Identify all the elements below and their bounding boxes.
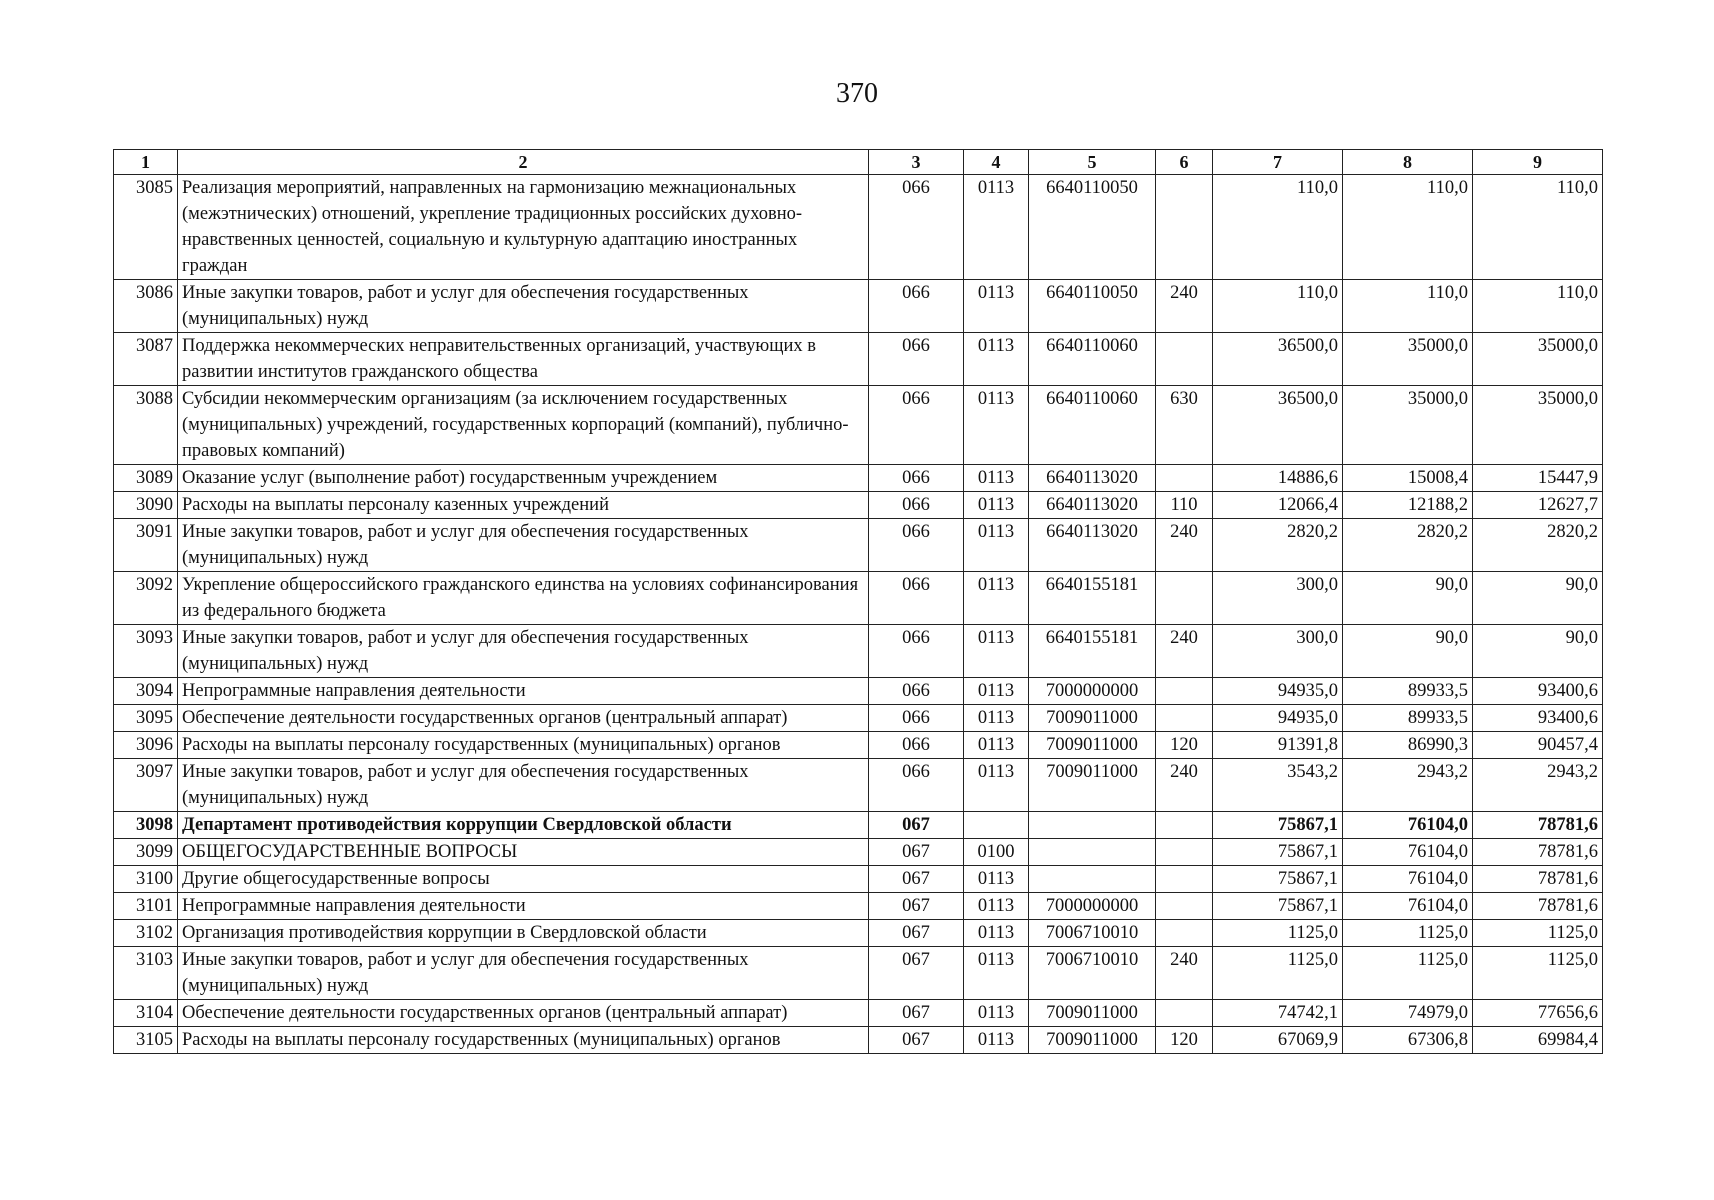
target-code: 7009011000 xyxy=(1029,1000,1156,1027)
expense-name: Укрепление общероссийского гражданского единства на условиях софинансирования из федерального бюджета xyxy=(178,572,869,625)
table-row xyxy=(114,1000,1603,1027)
amount-year-2: 15008,4 xyxy=(1343,465,1473,492)
amount-year-2: 76104,0 xyxy=(1343,812,1473,839)
amount-year-1: 300,0 xyxy=(1213,572,1343,625)
section-code: 0113 xyxy=(964,572,1029,625)
table-row xyxy=(114,386,1603,465)
row-number: 3105 xyxy=(114,1027,178,1054)
row-number: 3087 xyxy=(114,333,178,386)
section-code: 0113 xyxy=(964,947,1029,1000)
table-row xyxy=(114,572,1603,625)
ministry-code: 066 xyxy=(869,625,964,678)
table-row xyxy=(114,839,1603,866)
expense-name: ОБЩЕГОСУДАРСТВЕННЫЕ ВОПРОСЫ xyxy=(178,839,869,866)
ministry-code: 066 xyxy=(869,386,964,465)
table-row xyxy=(114,759,1603,812)
amount-year-3: 90457,4 xyxy=(1473,732,1603,759)
expense-name: Оказание услуг (выполнение работ) государственным учреждением xyxy=(178,465,869,492)
expense-type-code xyxy=(1156,678,1213,705)
target-code: 7006710010 xyxy=(1029,920,1156,947)
ministry-code: 066 xyxy=(869,465,964,492)
amount-year-1: 300,0 xyxy=(1213,625,1343,678)
section-code: 0113 xyxy=(964,175,1029,280)
amount-year-1: 67069,9 xyxy=(1213,1027,1343,1054)
expense-type-code xyxy=(1156,839,1213,866)
section-code: 0113 xyxy=(964,519,1029,572)
row-number: 3100 xyxy=(114,866,178,893)
target-code: 7009011000 xyxy=(1029,759,1156,812)
row-number: 3099 xyxy=(114,839,178,866)
target-code: 7000000000 xyxy=(1029,678,1156,705)
row-number: 3095 xyxy=(114,705,178,732)
row-number: 3085 xyxy=(114,175,178,280)
amount-year-2: 110,0 xyxy=(1343,280,1473,333)
section-code: 0113 xyxy=(964,333,1029,386)
page-number: 370 xyxy=(836,78,878,109)
amount-year-2: 35000,0 xyxy=(1343,386,1473,465)
target-code xyxy=(1029,839,1156,866)
expense-type-code xyxy=(1156,175,1213,280)
target-code: 6640155181 xyxy=(1029,625,1156,678)
amount-year-1: 110,0 xyxy=(1213,280,1343,333)
amount-year-3: 110,0 xyxy=(1473,280,1603,333)
table-row xyxy=(114,1027,1603,1054)
expense-name: Иные закупки товаров, работ и услуг для обеспечения государственных (муниципальных) нужд xyxy=(178,947,869,1000)
expense-name: Расходы на выплаты персоналу государственных (муниципальных) органов xyxy=(178,1027,869,1054)
amount-year-2: 89933,5 xyxy=(1343,705,1473,732)
amount-year-1: 14886,6 xyxy=(1213,465,1343,492)
ministry-code: 066 xyxy=(869,732,964,759)
amount-year-3: 77656,6 xyxy=(1473,1000,1603,1027)
row-number: 3089 xyxy=(114,465,178,492)
table-row xyxy=(114,280,1603,333)
section-code: 0113 xyxy=(964,1027,1029,1054)
row-number: 3104 xyxy=(114,1000,178,1027)
expense-name: Иные закупки товаров, работ и услуг для обеспечения государственных (муниципальных) нужд xyxy=(178,625,869,678)
table-row xyxy=(114,519,1603,572)
ministry-code: 066 xyxy=(869,280,964,333)
expense-type-code: 630 xyxy=(1156,386,1213,465)
amount-year-3: 15447,9 xyxy=(1473,465,1603,492)
amount-year-3: 93400,6 xyxy=(1473,705,1603,732)
expense-name: Реализация мероприятий, направленных на гармонизацию межнациональных (межэтнических) отношений, укрепление традиционных российских духовно-нравственных ценностей, социальную и культурную адаптацию иностранных граждан xyxy=(178,175,869,280)
amount-year-1: 94935,0 xyxy=(1213,678,1343,705)
expense-type-code: 240 xyxy=(1156,759,1213,812)
amount-year-1: 36500,0 xyxy=(1213,333,1343,386)
target-code: 6640110060 xyxy=(1029,386,1156,465)
amount-year-3: 90,0 xyxy=(1473,572,1603,625)
expense-type-code xyxy=(1156,572,1213,625)
expense-name: Департамент противодействия коррупции Свердловской области xyxy=(178,812,869,839)
expense-name: Другие общегосударственные вопросы xyxy=(178,866,869,893)
row-number: 3103 xyxy=(114,947,178,1000)
amount-year-2: 1125,0 xyxy=(1343,947,1473,1000)
expense-type-code: 120 xyxy=(1156,1027,1213,1054)
ministry-code: 067 xyxy=(869,1000,964,1027)
target-code: 6640113020 xyxy=(1029,519,1156,572)
section-code: 0113 xyxy=(964,492,1029,519)
amount-year-2: 76104,0 xyxy=(1343,839,1473,866)
section-code: 0113 xyxy=(964,866,1029,893)
ministry-code: 067 xyxy=(869,893,964,920)
target-code xyxy=(1029,812,1156,839)
column-header: 1 xyxy=(114,150,178,175)
section-code: 0113 xyxy=(964,920,1029,947)
section-code: 0113 xyxy=(964,705,1029,732)
expense-type-code xyxy=(1156,893,1213,920)
ministry-code: 067 xyxy=(869,812,964,839)
section-code: 0113 xyxy=(964,465,1029,492)
expense-type-code: 240 xyxy=(1156,519,1213,572)
amount-year-2: 35000,0 xyxy=(1343,333,1473,386)
section-code: 0113 xyxy=(964,759,1029,812)
amount-year-3: 78781,6 xyxy=(1473,839,1603,866)
target-code: 6640110050 xyxy=(1029,280,1156,333)
amount-year-3: 2820,2 xyxy=(1473,519,1603,572)
table-row xyxy=(114,812,1603,839)
expense-type-code xyxy=(1156,465,1213,492)
expense-type-code: 240 xyxy=(1156,625,1213,678)
amount-year-3: 78781,6 xyxy=(1473,812,1603,839)
ministry-code: 066 xyxy=(869,572,964,625)
amount-year-2: 67306,8 xyxy=(1343,1027,1473,1054)
column-header: 5 xyxy=(1029,150,1156,175)
amount-year-3: 78781,6 xyxy=(1473,893,1603,920)
amount-year-2: 12188,2 xyxy=(1343,492,1473,519)
section-code: 0113 xyxy=(964,732,1029,759)
expense-type-code: 120 xyxy=(1156,732,1213,759)
column-header: 8 xyxy=(1343,150,1473,175)
amount-year-3: 12627,7 xyxy=(1473,492,1603,519)
expense-name: Иные закупки товаров, работ и услуг для обеспечения государственных (муниципальных) нужд xyxy=(178,519,869,572)
row-number: 3094 xyxy=(114,678,178,705)
amount-year-1: 74742,1 xyxy=(1213,1000,1343,1027)
expense-name: Иные закупки товаров, работ и услуг для обеспечения государственных (муниципальных) нужд xyxy=(178,280,869,333)
amount-year-3: 69984,4 xyxy=(1473,1027,1603,1054)
target-code: 6640110060 xyxy=(1029,333,1156,386)
table-row xyxy=(114,893,1603,920)
amount-year-3: 90,0 xyxy=(1473,625,1603,678)
expense-name: Организация противодействия коррупции в Свердловской области xyxy=(178,920,869,947)
ministry-code: 067 xyxy=(869,947,964,1000)
expense-name: Непрограммные направления деятельности xyxy=(178,678,869,705)
expense-type-code: 240 xyxy=(1156,280,1213,333)
row-number: 3086 xyxy=(114,280,178,333)
column-header: 9 xyxy=(1473,150,1603,175)
table-row xyxy=(114,625,1603,678)
budget-table xyxy=(113,149,1603,1054)
ministry-code: 067 xyxy=(869,839,964,866)
header-row xyxy=(114,150,1603,175)
amount-year-3: 35000,0 xyxy=(1473,333,1603,386)
table-row xyxy=(114,492,1603,519)
ministry-code: 066 xyxy=(869,759,964,812)
column-header: 6 xyxy=(1156,150,1213,175)
table-row xyxy=(114,678,1603,705)
amount-year-1: 94935,0 xyxy=(1213,705,1343,732)
section-code: 0113 xyxy=(964,1000,1029,1027)
row-number: 3101 xyxy=(114,893,178,920)
table-body xyxy=(114,175,1603,1054)
expense-name: Обеспечение деятельности государственных органов (центральный аппарат) xyxy=(178,705,869,732)
amount-year-1: 12066,4 xyxy=(1213,492,1343,519)
amount-year-3: 2943,2 xyxy=(1473,759,1603,812)
row-number: 3088 xyxy=(114,386,178,465)
target-code: 7009011000 xyxy=(1029,1027,1156,1054)
expense-type-code xyxy=(1156,812,1213,839)
amount-year-1: 75867,1 xyxy=(1213,866,1343,893)
amount-year-2: 110,0 xyxy=(1343,175,1473,280)
amount-year-1: 36500,0 xyxy=(1213,386,1343,465)
amount-year-1: 2820,2 xyxy=(1213,519,1343,572)
expense-name: Иные закупки товаров, работ и услуг для обеспечения государственных (муниципальных) нужд xyxy=(178,759,869,812)
column-header: 2 xyxy=(178,150,869,175)
target-code: 6640155181 xyxy=(1029,572,1156,625)
row-number: 3090 xyxy=(114,492,178,519)
table-row xyxy=(114,732,1603,759)
ministry-code: 066 xyxy=(869,492,964,519)
expense-type-code xyxy=(1156,920,1213,947)
amount-year-3: 1125,0 xyxy=(1473,920,1603,947)
row-number: 3098 xyxy=(114,812,178,839)
column-header: 3 xyxy=(869,150,964,175)
column-header: 4 xyxy=(964,150,1029,175)
section-code: 0113 xyxy=(964,280,1029,333)
target-code: 7009011000 xyxy=(1029,732,1156,759)
table-row xyxy=(114,947,1603,1000)
amount-year-3: 78781,6 xyxy=(1473,866,1603,893)
amount-year-2: 1125,0 xyxy=(1343,920,1473,947)
amount-year-3: 1125,0 xyxy=(1473,947,1603,1000)
amount-year-2: 89933,5 xyxy=(1343,678,1473,705)
amount-year-1: 1125,0 xyxy=(1213,947,1343,1000)
ministry-code: 066 xyxy=(869,175,964,280)
amount-year-2: 86990,3 xyxy=(1343,732,1473,759)
table-row xyxy=(114,920,1603,947)
ministry-code: 066 xyxy=(869,333,964,386)
amount-year-3: 110,0 xyxy=(1473,175,1603,280)
expense-type-code xyxy=(1156,866,1213,893)
amount-year-1: 75867,1 xyxy=(1213,893,1343,920)
expense-type-code: 240 xyxy=(1156,947,1213,1000)
table-row xyxy=(114,465,1603,492)
ministry-code: 066 xyxy=(869,519,964,572)
amount-year-2: 90,0 xyxy=(1343,572,1473,625)
expense-type-code xyxy=(1156,333,1213,386)
ministry-code: 067 xyxy=(869,920,964,947)
section-code: 0100 xyxy=(964,839,1029,866)
amount-year-2: 2943,2 xyxy=(1343,759,1473,812)
row-number: 3097 xyxy=(114,759,178,812)
row-number: 3096 xyxy=(114,732,178,759)
ministry-code: 067 xyxy=(869,866,964,893)
amount-year-2: 90,0 xyxy=(1343,625,1473,678)
section-code: 0113 xyxy=(964,386,1029,465)
expense-name: Поддержка некоммерческих неправительственных организаций, участвующих в развитии институтов гражданского общества xyxy=(178,333,869,386)
expense-name: Субсидии некоммерческим организациям (за исключением государственных (муниципальных) учреждений, государственных корпораций (компаний), публично-правовых компаний) xyxy=(178,386,869,465)
ministry-code: 066 xyxy=(869,678,964,705)
amount-year-1: 110,0 xyxy=(1213,175,1343,280)
target-code: 7000000000 xyxy=(1029,893,1156,920)
table-row xyxy=(114,175,1603,280)
target-code: 6640113020 xyxy=(1029,465,1156,492)
section-code: 0113 xyxy=(964,625,1029,678)
target-code: 7006710010 xyxy=(1029,947,1156,1000)
amount-year-2: 74979,0 xyxy=(1343,1000,1473,1027)
expense-type-code xyxy=(1156,705,1213,732)
row-number: 3092 xyxy=(114,572,178,625)
amount-year-1: 3543,2 xyxy=(1213,759,1343,812)
expense-name: Расходы на выплаты персоналу казенных учреждений xyxy=(178,492,869,519)
amount-year-1: 1125,0 xyxy=(1213,920,1343,947)
expense-name: Расходы на выплаты персоналу государственных (муниципальных) органов xyxy=(178,732,869,759)
expense-type-code: 110 xyxy=(1156,492,1213,519)
amount-year-1: 91391,8 xyxy=(1213,732,1343,759)
row-number: 3091 xyxy=(114,519,178,572)
amount-year-1: 75867,1 xyxy=(1213,839,1343,866)
ministry-code: 066 xyxy=(869,705,964,732)
amount-year-3: 93400,6 xyxy=(1473,678,1603,705)
expense-type-code xyxy=(1156,1000,1213,1027)
expense-name: Обеспечение деятельности государственных органов (центральный аппарат) xyxy=(178,1000,869,1027)
expense-name: Непрограммные направления деятельности xyxy=(178,893,869,920)
amount-year-2: 2820,2 xyxy=(1343,519,1473,572)
target-code xyxy=(1029,866,1156,893)
column-header: 7 xyxy=(1213,150,1343,175)
section-code: 0113 xyxy=(964,893,1029,920)
amount-year-2: 76104,0 xyxy=(1343,893,1473,920)
section-code: 0113 xyxy=(964,678,1029,705)
amount-year-1: 75867,1 xyxy=(1213,812,1343,839)
target-code: 6640113020 xyxy=(1029,492,1156,519)
target-code: 6640110050 xyxy=(1029,175,1156,280)
target-code: 7009011000 xyxy=(1029,705,1156,732)
table-row xyxy=(114,866,1603,893)
row-number: 3102 xyxy=(114,920,178,947)
table-row xyxy=(114,705,1603,732)
section-code xyxy=(964,812,1029,839)
amount-year-2: 76104,0 xyxy=(1343,866,1473,893)
row-number: 3093 xyxy=(114,625,178,678)
amount-year-3: 35000,0 xyxy=(1473,386,1603,465)
ministry-code: 067 xyxy=(869,1027,964,1054)
table-row xyxy=(114,333,1603,386)
